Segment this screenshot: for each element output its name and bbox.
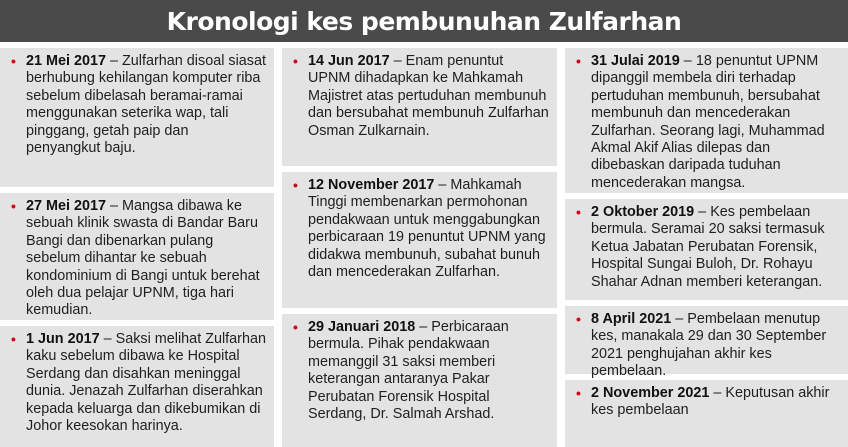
entry-text: Enam penuntut UPNM dihadapkan ke Mahkamah Majistret atas pertuduhan membunuh dan bersubahat membunuh Zulfarhan Osman Zulkarnain. (308, 53, 549, 139)
timeline-entry (0, 193, 274, 320)
entry-date: 31 Julai 2019 (591, 53, 680, 69)
entry-separator: – (434, 177, 451, 193)
timeline-entry (565, 199, 848, 300)
timeline-entry (282, 48, 557, 166)
entry-date: 29 Januari 2018 (308, 319, 416, 335)
timeline-entry (0, 48, 274, 187)
entry-date: 12 November 2017 (308, 177, 435, 193)
entry-text: Kes pembelaan bermula. Seramai 20 saksi termasuk Ketua Jabatan Perubatan Forensik, Hospital Sungai Buloh, Dr. Rohayu Shahar Adnan memberi keterangan. (591, 204, 825, 290)
entry-separator: – (106, 53, 123, 69)
bullet-icon: • (11, 53, 16, 69)
entry-date: 8 April 2021 (591, 311, 672, 327)
title-banner (0, 0, 848, 42)
entry-date: 1 Jun 2017 (26, 331, 100, 347)
entry-text: Pembelaan menutup kes, manakala 29 dan 30 September 2021 penghujahan akhir kes pembelaan. (591, 311, 827, 380)
entry-separator: – (99, 331, 116, 347)
bullet-icon: • (576, 385, 581, 401)
entry-text: Keputusan akhir kes pembelaan (591, 385, 830, 419)
bullet-icon: • (293, 319, 298, 335)
timeline-entry (565, 48, 848, 193)
entry-separator: – (709, 385, 726, 401)
entry-separator: – (694, 204, 711, 220)
entry-text: Perbicaraan bermula. Pihak pendakwaan memanggil 31 saksi memberi keterangan antaranya Pakar Perubatan Forensik Hospital Serdang, Dr. Salmah Arshad. (308, 319, 509, 423)
page-title: Kronologi kes pembunuhan Zulfarhan (166, 6, 682, 36)
entry-date: 14 Jun 2017 (308, 53, 390, 69)
entry-text: 18 penuntut UPNM dipanggil membela diri terhadap pertuduhan membunuh, bersubahat membunuh dan mencederakan Zulfarhan. Seorang lagi, Muhammad Akmal Akif Alias dilepas dan dibebaskan daripada tuduhan mencederakan mangsa. (591, 53, 825, 191)
entry-separator: – (671, 311, 688, 327)
bullet-icon: • (576, 53, 581, 69)
entry-text: Saksi melihat Zulfarhan kaku sebelum dibawa ke Hospital Serdang dan disahkan meninggal dunia. Jenazah Zulfarhan diserahkan kepada keluarga dan dikebumikan di Johor keesokan harinya. (26, 331, 266, 435)
timeline-column-1 (0, 48, 274, 447)
timeline-entry (565, 380, 848, 447)
entry-text: Zulfarhan disoal siasat berhubung kehilangan komputer riba sebelum dibelasah beramai-ramai menggunakan seterika wap, tali pinggang, getah paip dan penyangkut baju. (26, 53, 266, 157)
timeline-entry (565, 306, 848, 380)
bullet-icon: • (576, 311, 581, 327)
entry-date: 2 November 2021 (591, 385, 710, 401)
timeline-entry (282, 172, 557, 308)
timeline-entry (0, 326, 274, 447)
timeline-entry (282, 314, 557, 447)
bullet-icon: • (11, 198, 16, 214)
entry-text: Mangsa dibawa ke sebuah klinik swasta di Bandar Baru Bangi dan dibenarkan pulang sebelum dihantar ke sebuah kondominium di Bangi untuk berehat oleh dua pelajar UPNM, tiga hari kemudian. (26, 198, 260, 319)
entry-date: 2 Oktober 2019 (591, 204, 695, 220)
bullet-icon: • (293, 53, 298, 69)
bullet-icon: • (11, 331, 16, 347)
entry-separator: – (389, 53, 406, 69)
timeline-column-2 (282, 48, 557, 447)
entry-date: 21 Mei 2017 (26, 53, 107, 69)
bullet-icon: • (293, 177, 298, 193)
entry-text: Mahkamah Tinggi membenarkan permohonan pendakwaan untuk menggabungkan perbicaraan 19 penuntut UPNM yang didakwa membunuh, subahat bunuh dan mencederakan Zulfarhan. (308, 177, 546, 281)
timeline-column-3 (565, 48, 848, 447)
entry-date: 27 Mei 2017 (26, 198, 107, 214)
bullet-icon: • (576, 204, 581, 220)
entry-separator: – (415, 319, 432, 335)
entry-separator: – (679, 53, 696, 69)
entry-separator: – (106, 198, 123, 214)
